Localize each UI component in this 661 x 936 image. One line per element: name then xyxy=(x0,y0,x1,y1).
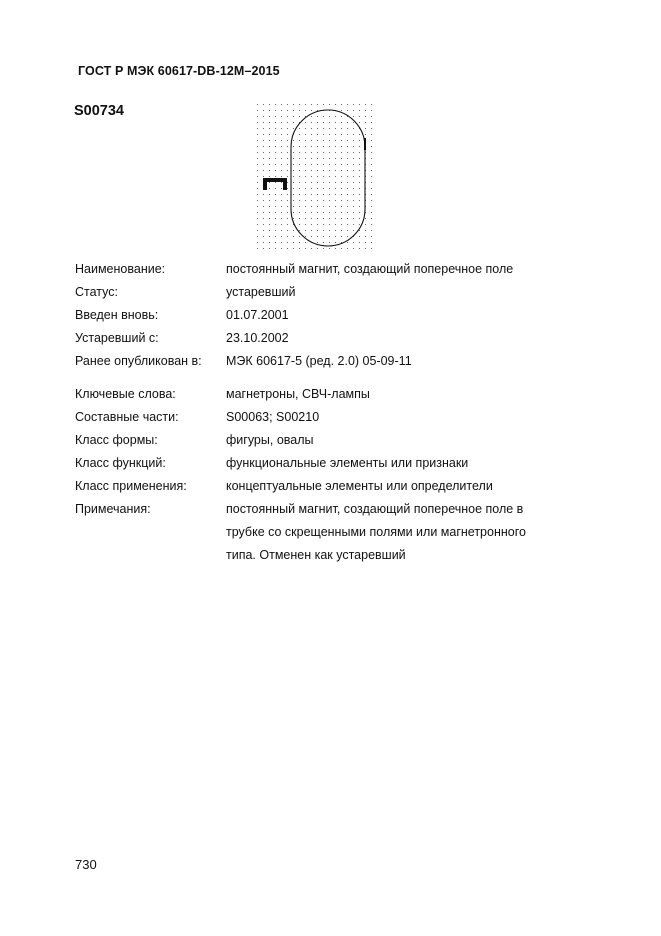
field-value: магнетроны, СВЧ-лампы xyxy=(226,387,370,401)
field-label: Класс применения: xyxy=(75,479,187,493)
field-row-name xyxy=(75,258,595,281)
field-value: 23.10.2002 xyxy=(226,331,289,345)
field-value: постоянный магнит, создающий поперечное поле xyxy=(226,262,514,276)
field-row-status xyxy=(75,281,595,304)
permanent-magnet-oval-symbol-icon xyxy=(253,100,375,254)
field-label: Ранее опубликован в: xyxy=(75,354,202,368)
field-label: Введен вновь: xyxy=(75,308,159,322)
field-row-previously-published xyxy=(75,350,595,373)
field-value: концептуальные элементы или определители xyxy=(226,479,493,493)
field-row-obsolete-since xyxy=(75,327,595,350)
field-label: Наименование: xyxy=(75,262,166,276)
field-row-application-class xyxy=(75,475,595,498)
field-value: функциональные элементы или признаки xyxy=(226,456,469,470)
symbol-fields xyxy=(75,258,595,567)
field-row-introduced xyxy=(75,304,595,327)
field-label: Класс формы: xyxy=(75,433,158,447)
field-row-keywords xyxy=(75,383,595,406)
field-value: устаревший xyxy=(226,285,296,299)
field-row-components xyxy=(75,406,595,429)
page-number: 730 xyxy=(75,857,97,872)
field-label: Статус: xyxy=(75,285,118,299)
field-value: 01.07.2001 xyxy=(226,308,289,322)
field-label: Класс функций: xyxy=(75,456,166,470)
section-gap xyxy=(75,373,595,383)
field-row-function-class xyxy=(75,452,595,475)
field-value: фигуры, овалы xyxy=(226,433,314,447)
field-label: Ключевые слова: xyxy=(75,387,176,401)
oval-shape xyxy=(291,110,365,246)
field-label: Примечания: xyxy=(75,502,151,516)
field-value: S00063; S00210 xyxy=(226,410,320,424)
symbol-code: S00734 xyxy=(74,103,124,119)
field-row-notes xyxy=(75,498,595,567)
field-value: постоянный магнит, создающий поперечное поле в трубке со скрещенными полями или магнетронного типа. Отменен как устаревший xyxy=(226,502,526,562)
document-header: ГОСТ Р МЭК 60617-DB-12M–2015 xyxy=(78,64,280,78)
field-label: Составные части: xyxy=(75,410,179,424)
field-value: МЭК 60617-5 (ред. 2.0) 05-09-11 xyxy=(226,354,412,368)
field-label: Устаревший с: xyxy=(75,331,159,345)
field-row-shape-class xyxy=(75,429,595,452)
